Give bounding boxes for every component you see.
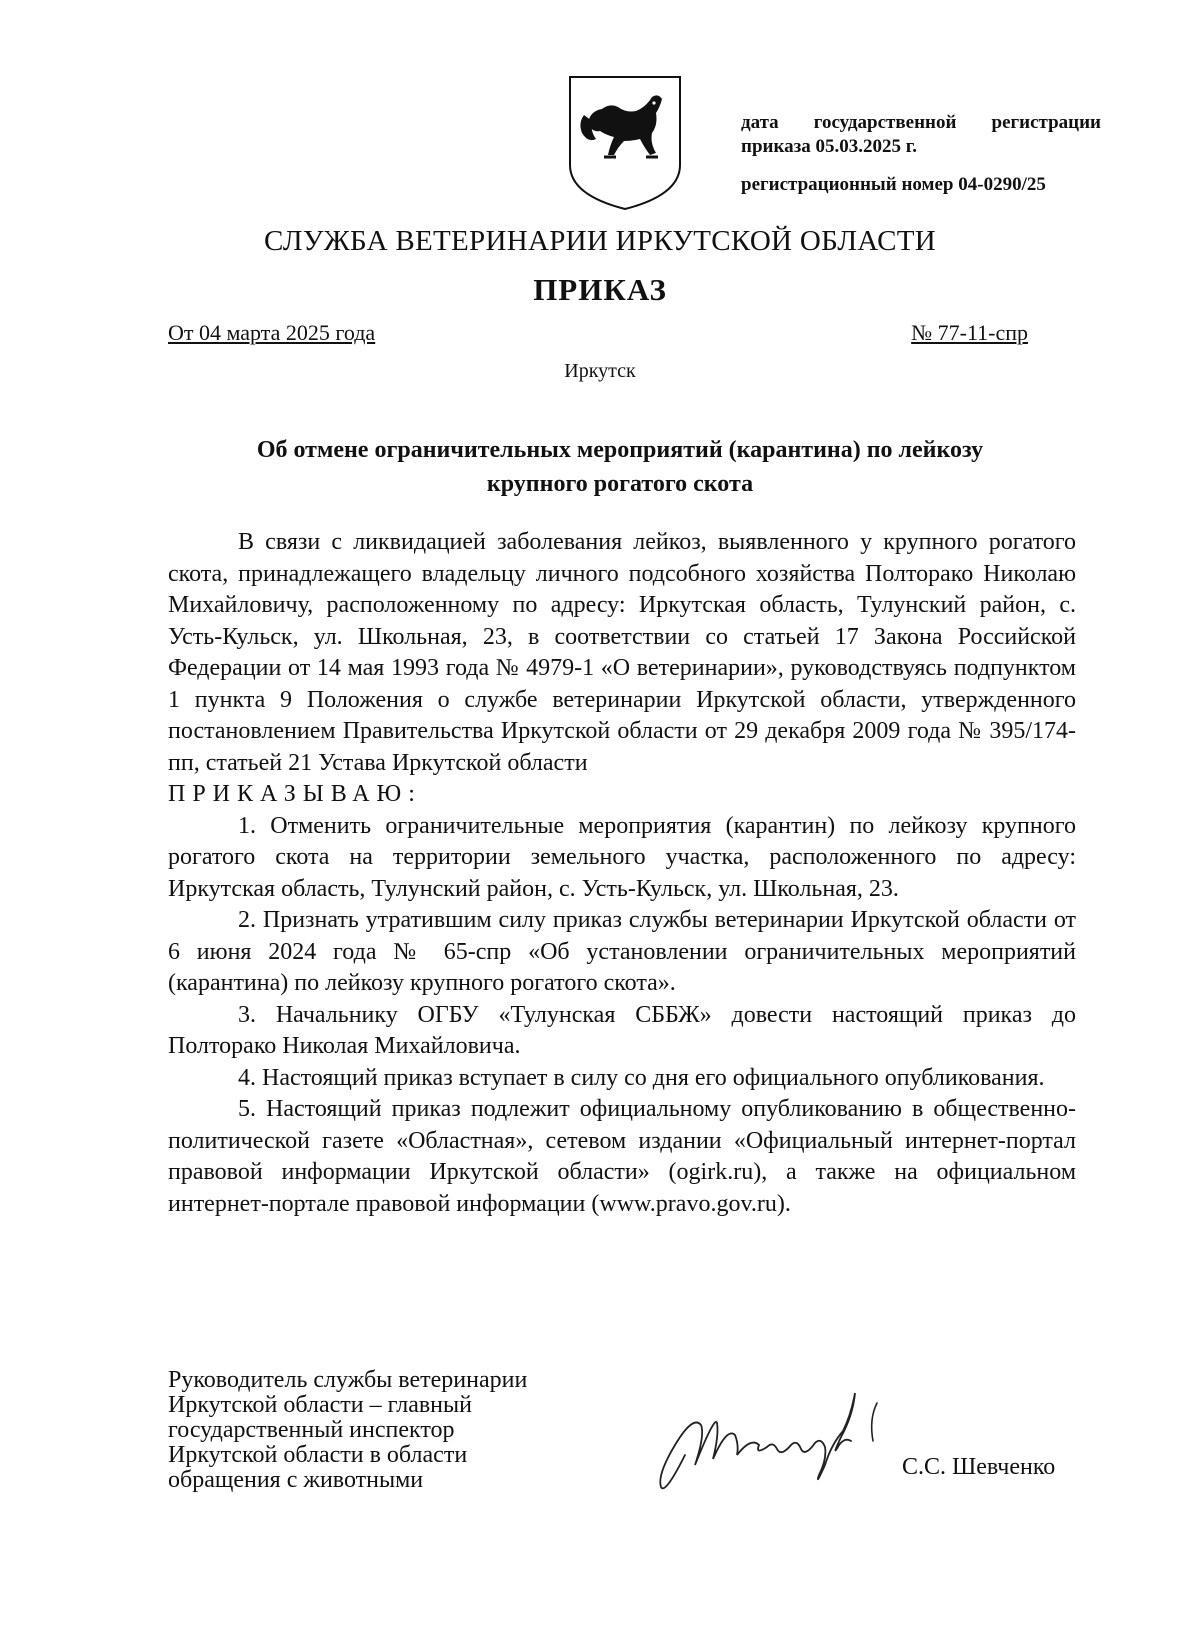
signer-position-line: Иркутской области в области bbox=[168, 1442, 468, 1468]
signer-position bbox=[168, 1368, 527, 1493]
order-item: 3. Начальнику ОГБУ «Тулунская СББЖ» довести настоящий приказ до Полторако Николая Михайловича. bbox=[168, 1001, 1076, 1059]
signer-name: С.С. Шевченко bbox=[902, 1454, 1056, 1480]
registration-date: приказа 05.03.2025 г. bbox=[741, 136, 917, 157]
signer-position-line: обращения с животными bbox=[168, 1467, 424, 1493]
order-subject bbox=[160, 433, 1080, 501]
order-number: № 77-11-спр bbox=[911, 320, 1028, 345]
order-item: 5. Настоящий приказ подлежит официальному опубликованию в общественно-политической газете «Областная», сетевом издании «Официальный интернет-портал правовой информации Иркутской области» (ogirk.ru), а также на официальном интернет-портале правовой информации (www.pravo.gov.ru). bbox=[168, 1096, 1076, 1217]
handwritten-signature bbox=[655, 1375, 925, 1505]
order-body bbox=[168, 527, 1076, 1220]
order-word: ПРИКАЗЫВАЮ: bbox=[168, 781, 422, 807]
signer-position-line: Руководитель службы ветеринарии bbox=[168, 1367, 528, 1393]
signer-position-line: государственный инспектор bbox=[168, 1417, 455, 1443]
order-item: 1. Отменить ограничительные мероприятия (карантин) по лейкозу крупного рогатого скота на территории земельного участка, расположенного по адресу: Иркутская область, Тулунский район, с. Усть-Кульск, ул. Школьная, 23. bbox=[168, 812, 1076, 902]
order-item: 2. Признать утратившим силу приказ службы ветеринарии Иркутской области от 6 июня 2024 года № 65-спр «Об установлении ограничительных мероприятий (карантина) по лейкозу крупного рогатого скота». bbox=[168, 907, 1076, 996]
order-date: От 04 марта 2025 года bbox=[168, 320, 376, 345]
document-title: ПРИКАЗ bbox=[533, 272, 667, 307]
registration-info bbox=[741, 111, 1101, 197]
coat-of-arms-icon bbox=[566, 73, 684, 213]
preamble-paragraph: В связи с ликвидацией заболевания лейкоз, выявленного у крупного рогатого скота, принадлежащего владельцу личного подсобного хозяйства Полторако Николаю Михайловичу, расположенному по адресу: Иркутская область, Тулунский район, с. Усть-Кульск, ул. Школьная, 23, в соответствии со статьей 17 Закона Российской Федерации от 14 мая 1993 года № 4979-1 «О ветеринарии», руководствуясь подпунктом 1 пункта 9 Положения о службе ветеринарии Иркутской области, утвержденного постановлением Правительства Иркутской области от 29 декабря 2009 года № 395/174-пп, статьей 21 Устава Иркутской области bbox=[168, 529, 1076, 776]
order-item: 4. Настоящий приказ вступает в силу со дня его официального опубликования. bbox=[238, 1064, 1045, 1091]
order-city: Иркутск bbox=[564, 360, 636, 382]
signer-position-line: Иркутской области – главный bbox=[168, 1392, 472, 1418]
service-name: СЛУЖБА ВЕТЕРИНАРИИ ИРКУТСКОЙ ОБЛАСТИ bbox=[264, 225, 936, 257]
registration-line: дата государственной регистрации bbox=[741, 112, 1101, 133]
subject-line: Об отмене ограничительных мероприятий (карантина) по лейкозу bbox=[256, 437, 984, 463]
subject-line: крупного рогатого скота bbox=[486, 471, 754, 497]
registration-number: регистрационный номер 04-0290/25 bbox=[741, 174, 1046, 195]
